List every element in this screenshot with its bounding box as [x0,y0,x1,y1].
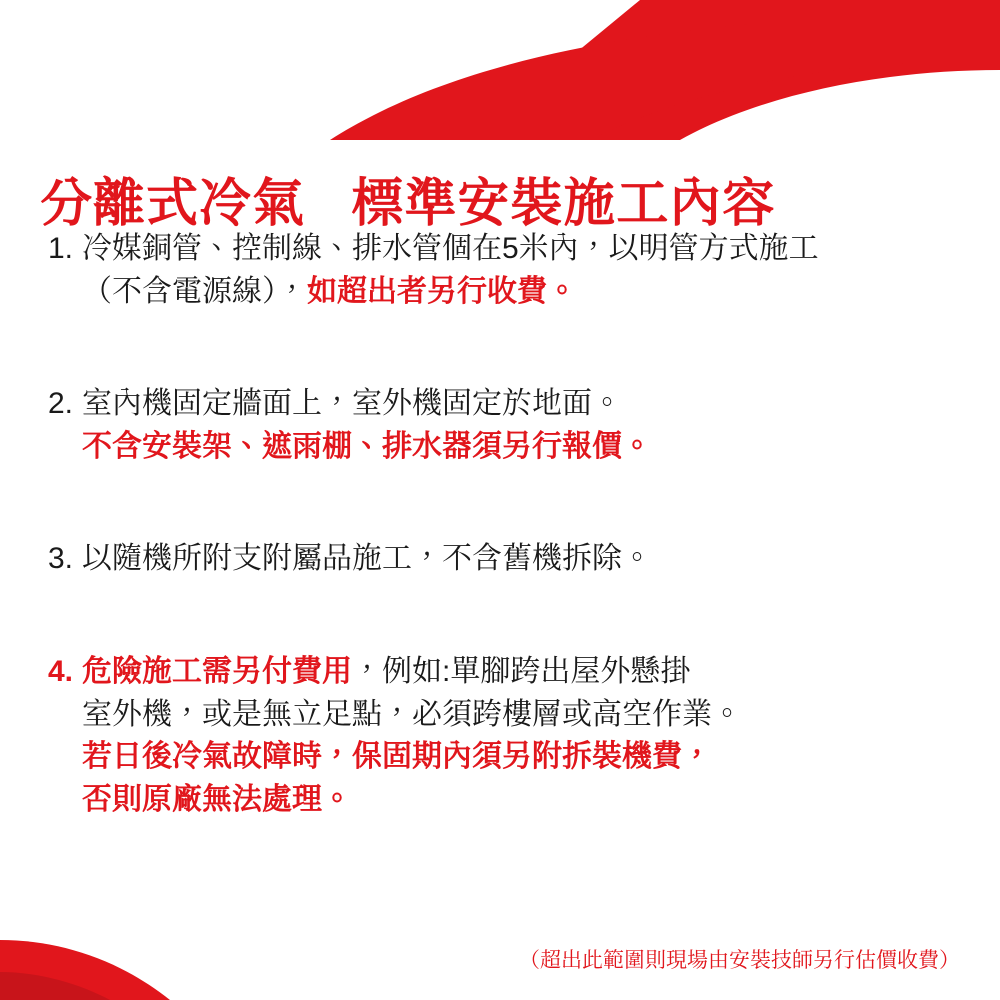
line-text-highlight: 危險施工需另付費用 [82,654,352,688]
list-item [48,651,970,821]
list-item [48,228,970,313]
list-item-number: 4. [48,654,74,688]
spacer [48,339,970,383]
spacer [48,494,970,538]
line-text-highlight: 如超出者另行收費。 [307,274,577,308]
list-item-body [82,383,970,468]
list-item-line-highlight: 否則原廠無法處理。 [82,782,352,816]
list-item-line: 室內機固定牆面上，室外機固定於地面。 [82,387,622,421]
footnote: （超出此範圍則現場由安裝技師另行估價收費） [519,949,960,972]
list-item-line [82,651,970,694]
list-item-body [82,538,970,581]
top-ribbon-decoration [0,0,1000,140]
line-text-black: ，例如:單腳跨出屋外懸掛 [352,654,691,688]
line-text-black: （不含電源線）， [82,274,307,308]
list-item [48,538,970,581]
list-item-line-highlight: 若日後冷氣故障時，保固期內須另附拆裝機費， [82,740,712,774]
list-item-number: 2. [48,387,74,421]
list-item-line: 冷媒銅管、控制線、排水管個在5米內，以明管方式施工 [82,232,819,265]
list-item [48,383,970,468]
list-item-body [82,228,970,313]
list-item-line: 室外機，或是無立足點，必須跨樓層或高空作業。 [82,697,742,731]
bottom-ribbon-decoration [0,880,1000,1000]
list-item-line-highlight: 不含安裝架、遮雨棚、排水器須另行報價。 [82,429,652,463]
page-title: 分離式冷氣 標準安裝施工內容 [40,174,776,233]
list-item-number: 1. [48,232,74,265]
list-item-number: 3. [48,542,74,576]
instruction-list [48,228,970,847]
list-item-line [82,271,970,314]
list-item-line: 以隨機所附支附屬品施工，不含舊機拆除。 [82,542,652,576]
spacer [48,607,970,651]
list-item-body [82,651,970,821]
